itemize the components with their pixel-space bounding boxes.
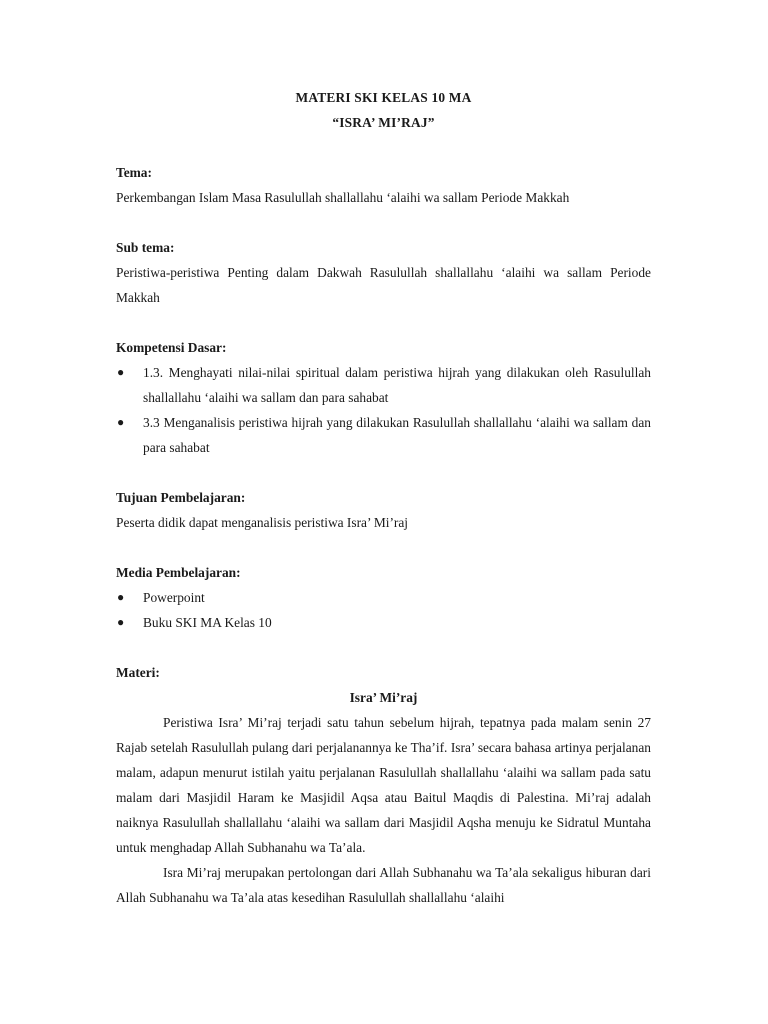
kompetensi-item-text: 3.3 Menganalisis peristiwa hijrah yang dilakukan Rasulullah shallallahu ‘alaihi wa sallam dan para sahabat	[143, 415, 651, 455]
bullet-icon: ●	[117, 365, 125, 379]
materi-subheading: Isra’ Mi’raj	[349, 690, 418, 705]
bullet-icon: ●	[117, 615, 125, 629]
kompetensi-list	[116, 360, 651, 460]
list-item	[116, 585, 651, 610]
sub-tema-heading: Sub tema:	[116, 240, 175, 255]
tema-heading: Tema:	[116, 165, 152, 180]
section-media	[116, 560, 651, 635]
tujuan-heading: Tujuan Pembelajaran:	[116, 490, 246, 505]
bullet-icon: ●	[117, 590, 125, 604]
materi-paragraph: Peristiwa Isra’ Mi’raj terjadi satu tahun sebelum hijrah, tepatnya pada malam senin 27 Rajab setelah Rasulullah pulang dari perjalanannya ke Tha’if. Isra’ secara bahasa artinya perjalanan malam, adapun menurut istilah yaitu perjalanan Rasulullah shallallahu ‘alaihi wa sallam pada satu malam dari Masjidil Haram ke Masjidil Aqsa atau Baitul Maqdis di Palestina. Mi’raj adalah naiknya Rasulullah shallallahu ‘alaihi wa sallam dari Masjidil Aqsha menuju ke Sidratul Muntaha untuk menghadap Allah Subhanahu wa Ta’ala.	[116, 715, 651, 855]
kompetensi-heading: Kompetensi Dasar:	[116, 340, 227, 355]
media-item-text: Buku SKI MA Kelas 10	[143, 615, 272, 630]
section-materi	[116, 660, 651, 910]
media-heading: Media Pembelajaran:	[116, 565, 241, 580]
sub-tema-text: Peristiwa-peristiwa Penting dalam Dakwah Rasulullah shallallahu ‘alaihi wa sallam Periode Makkah	[116, 265, 651, 305]
bullet-icon: ●	[117, 415, 125, 429]
list-item	[116, 610, 651, 635]
list-item	[116, 410, 651, 460]
materi-heading: Materi:	[116, 665, 160, 680]
materi-paragraph: Isra Mi’raj merupakan pertolongan dari Allah Subhanahu wa Ta’ala sekaligus hiburan dari Allah Subhanahu wa Ta’ala atas kesedihan Rasulullah shallallahu ‘alaihi	[116, 865, 651, 905]
document-subtitle: “ISRA’ MI’RAJ”	[332, 115, 435, 130]
kompetensi-item-text: 1.3. Menghayati nilai-nilai spiritual dalam peristiwa hijrah yang dilakukan oleh Rasulullah shallallahu ‘alaihi wa sallam dan para sahabat	[143, 365, 651, 405]
document-content	[116, 85, 651, 910]
section-kompetensi-dasar	[116, 335, 651, 460]
media-list	[116, 585, 651, 635]
section-tema	[116, 160, 651, 210]
list-item	[116, 360, 651, 410]
media-item-text: Powerpoint	[143, 590, 205, 605]
section-sub-tema	[116, 235, 651, 310]
document-title: MATERI SKI KELAS 10 MA	[295, 90, 472, 105]
tema-text: Perkembangan Islam Masa Rasulullah shallallahu ‘alaihi wa sallam Periode Makkah	[116, 190, 570, 205]
section-tujuan	[116, 485, 651, 535]
tujuan-text: Peserta didik dapat menganalisis peristiwa Isra’ Mi’raj	[116, 515, 409, 530]
